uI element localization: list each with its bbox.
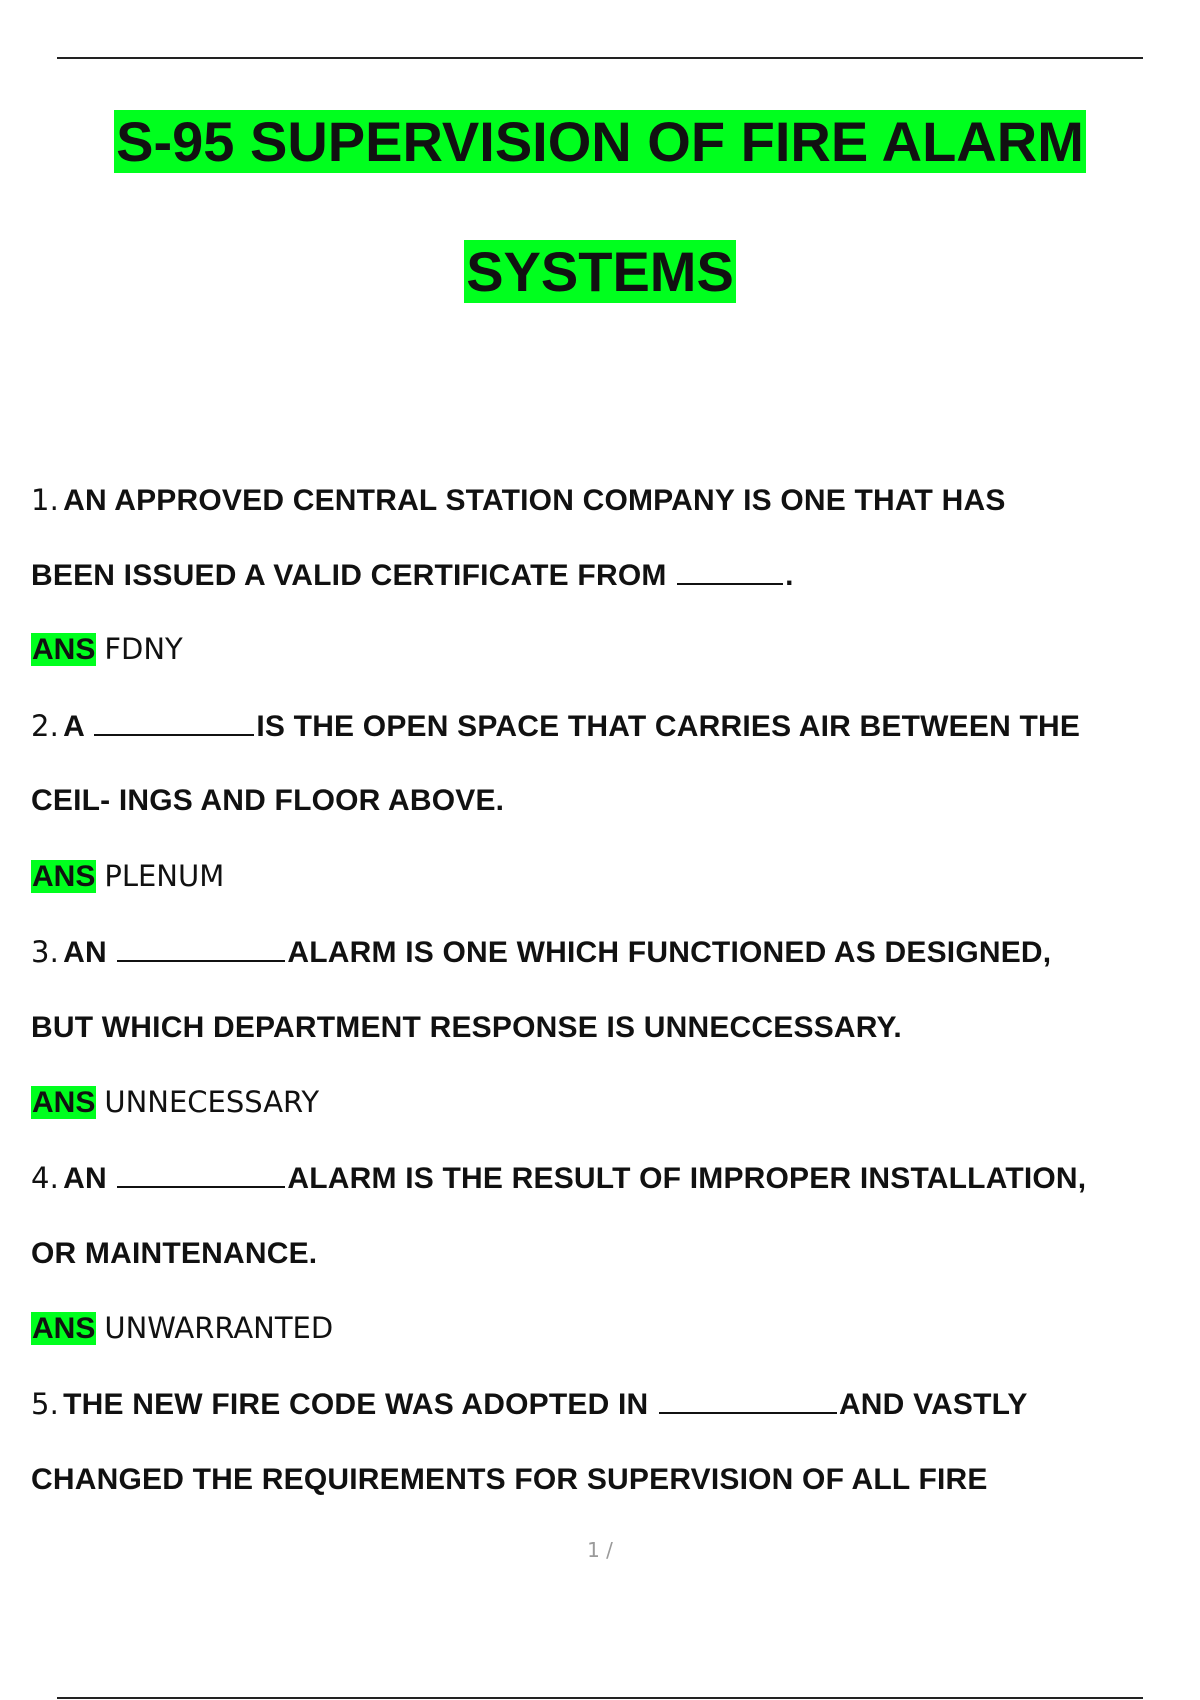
question-number: 5. xyxy=(31,1387,60,1421)
answer-3 xyxy=(31,1084,319,1121)
question-text: AN APPROVED CENTRAL STATION COMPANY IS ONE THAT HAS xyxy=(63,484,1006,517)
answer-blank xyxy=(94,708,254,736)
answer-blank xyxy=(117,1160,285,1188)
question-text: CEIL- INGS AND FLOOR ABOVE. xyxy=(31,784,505,817)
answer-tag: ANS xyxy=(32,633,96,666)
question-text: A xyxy=(63,710,84,743)
question-text: IS THE OPEN SPACE THAT CARRIES AIR BETWEEN THE xyxy=(256,710,1081,743)
top-divider xyxy=(57,57,1143,59)
question-text: . xyxy=(785,559,794,592)
question-2-line-2 xyxy=(31,783,504,819)
question-1-line-2 xyxy=(31,557,794,594)
bottom-divider xyxy=(57,1697,1143,1699)
document-title-line-1 xyxy=(0,110,1200,174)
answer-tag: ANS xyxy=(32,860,96,893)
answer-blank xyxy=(117,934,285,962)
question-text: AN xyxy=(63,936,107,969)
answer-value: FDNY xyxy=(104,632,183,666)
answer-value: UNWARRANTED xyxy=(104,1311,334,1345)
answer-value: PLENUM xyxy=(104,859,225,893)
question-text: THE NEW FIRE CODE WAS ADOPTED IN xyxy=(63,1388,649,1421)
title-highlight: S-95 SUPERVISION OF FIRE ALARM xyxy=(116,110,1084,173)
question-4-line-1 xyxy=(31,1160,1086,1197)
answer-tag: ANS xyxy=(32,1312,96,1345)
question-text: OR MAINTENANCE. xyxy=(31,1237,318,1270)
question-2-line-1 xyxy=(31,708,1080,745)
question-text: ALARM IS ONE WHICH FUNCTIONED AS DESIGNED, xyxy=(287,936,1052,969)
answer-4 xyxy=(31,1310,333,1347)
question-4-line-2 xyxy=(31,1236,317,1272)
document-title-line-2 xyxy=(0,240,1200,304)
title-highlight: SYSTEMS xyxy=(466,240,734,303)
question-5-line-2 xyxy=(31,1462,988,1498)
answer-blank xyxy=(659,1386,837,1414)
answer-value: UNNECESSARY xyxy=(104,1085,320,1119)
question-3-line-1 xyxy=(31,934,1051,971)
answer-tag: ANS xyxy=(32,1086,96,1119)
page-number: 1 / xyxy=(587,1538,613,1562)
question-text: CHANGED THE REQUIREMENTS FOR SUPERVISION OF ALL FIRE xyxy=(31,1463,988,1496)
question-number: 3. xyxy=(31,935,60,969)
question-number: 2. xyxy=(31,709,60,743)
answer-blank xyxy=(677,557,783,585)
question-1-line-1 xyxy=(31,482,1006,519)
question-3-line-2 xyxy=(31,1010,902,1046)
answer-1 xyxy=(31,631,183,668)
question-text: ALARM IS THE RESULT OF IMPROPER INSTALLATION, xyxy=(287,1162,1087,1195)
question-text: BUT WHICH DEPARTMENT RESPONSE IS UNNECCESSARY. xyxy=(31,1011,902,1044)
answer-2 xyxy=(31,858,224,895)
question-5-line-1 xyxy=(31,1386,1028,1423)
question-text: AN xyxy=(63,1162,107,1195)
question-text: BEEN ISSUED A VALID CERTIFICATE FROM xyxy=(31,559,667,592)
question-text: AND VASTLY xyxy=(838,1388,1028,1421)
question-number: 1. xyxy=(31,483,60,517)
question-number: 4. xyxy=(31,1161,60,1195)
